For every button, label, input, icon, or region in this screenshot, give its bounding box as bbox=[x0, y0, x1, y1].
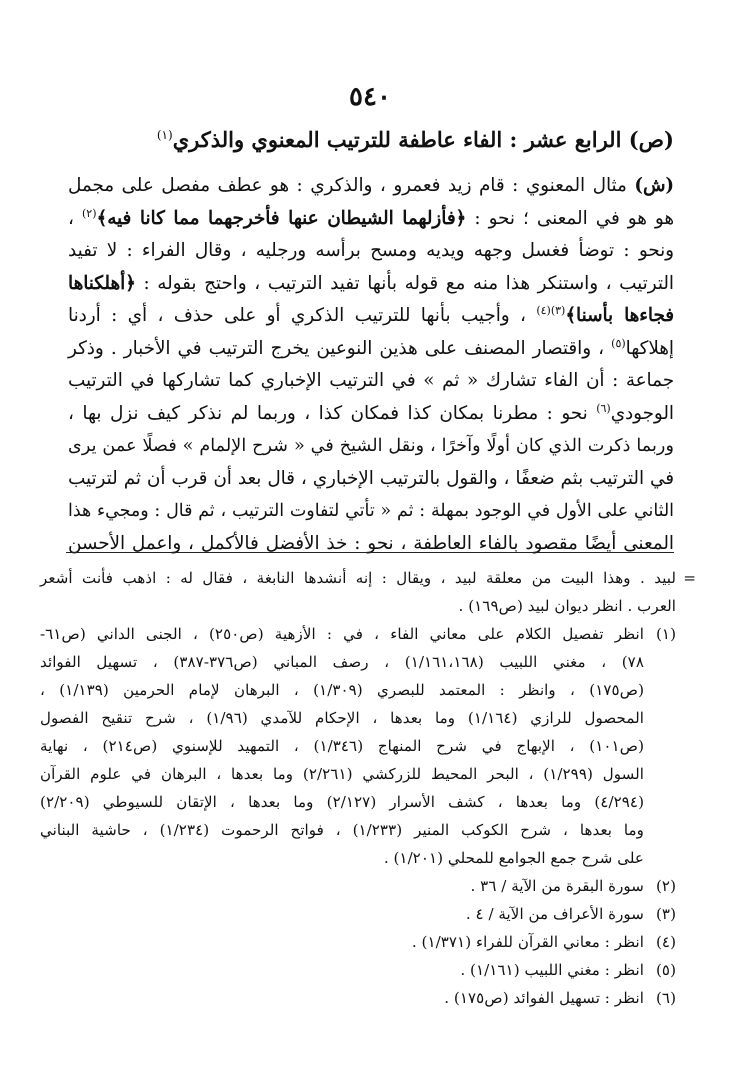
quran-quote: فجاءها بأسنا﴾ bbox=[565, 305, 674, 326]
body-line: المعنى أيضًا مقصود بالفاء العاطفة ، نحو : خذ الأفضل فالأكمل ، واعمل الأحسن bbox=[68, 532, 674, 554]
heading-prefix: (ص) bbox=[628, 127, 674, 152]
body-line: فجاءها بأسنا﴾$^{(٣)(٤)}$ ، وأجيب بأنها للترتيب الذكري أو على حذف ، أي : أردنا bbox=[68, 303, 674, 326]
quran-quote: ﴿فأزلهما الشيطان عنها فأخرجهما مما كانا فيه﴾ bbox=[96, 207, 467, 229]
body-line: ونحو : توضأ فغسل وجهه ويديه ومسح برأسه ورجليه ، وقال الفراء : لا تفيد bbox=[68, 240, 674, 261]
footnote-number: (١) bbox=[655, 625, 676, 643]
footnote-number: (٣) bbox=[655, 905, 676, 923]
footnote-3: (٣) سورة الأعراف من الآية / ٤ . bbox=[40, 900, 676, 928]
footnote-2: (٢) سورة البقرة من الآية / ٣٦ . bbox=[40, 872, 676, 900]
footnote-number: (٦) bbox=[655, 989, 676, 1007]
quran-quote: ﴿أهلكناها bbox=[68, 272, 136, 294]
footnote-separator bbox=[66, 552, 674, 553]
body-line: جماعة : أن الفاء تشارك « ثم » في الترتيب الإخباري كما تشاركها في الترتيب bbox=[68, 370, 674, 391]
body-line: إهلاكها$^{(٥)}$ ، واقتصار المصنف على هذين النوعين يخرج الترتيب في الأخبار . وذكر bbox=[68, 336, 674, 359]
footnote-4: (٤) انظر : معاني القرآن للفراء (١/٣٧١) . bbox=[40, 928, 676, 956]
body-line: في الترتيب بثم ضعفًا ، والقول بالترتيب الإخباري ، قال بعد أن قرب أن ثم لترتيب bbox=[68, 467, 674, 489]
body-line: هو هو في المعنى ؛ نحو : ﴿فأزلهما الشيطان عنها فأخرجهما مما كانا فيه﴾$^{(٢)}$ ، bbox=[68, 206, 674, 229]
body-line: الوجودي$^{(٦)}$ نحو : مطرنا بمكان كذا فمكان كذا ، وربما لم نذكر كيف نزل بها ، bbox=[68, 401, 674, 424]
heading-text: الرابع عشر : الفاء عاطفة للترتيب المعنوي والذكري bbox=[172, 127, 622, 152]
commentary-body bbox=[68, 170, 674, 560]
footnote-1: (١) انظر تفصيل الكلام على معاني الفاء ، في : الأزهية (ص٢٥٠) ، الجنى الداني (ص٦١- ٧٨) ، مغني اللبيب (١/١٦١،١٦٨) ، رصف المباني (ص٣٧٦-٣٨٧) ، تسهيل الفوائد (ص١٧٥) ، وانظر : المعتمد للبصري (١/٣٠٩) ، البرهان لإمام الحرمين (١/١٣٩) ، المحصول للرازي (١/١٦٤) وما بعدها ، الإحكام للآمدي (١/٩٦) ، شرح تنقيح الفصول (ص١٠١) ، الإبهاج في شرح المنهاج (١/٣٤٦) ، التمهيد للإسنوي (ص٢١٤) ، نهاية السول (١/٢٩٩) ، البحر المحيط للزركشي (٢/٢٦١) وما بعدها ، البرهان في علوم القرآن (٤/٢٩٤) وما بعدها ، كشف الأسرار (٢/١٢٧) وما بعدها ، الإتقان للسيوطي (٢/٢٠٩) وما بعدها ، شرح الكوكب المنير (١/٢٣٣) ، فواتح الرحموت (١/٢٣٤) ، حاشية البناني على شرح جمع الجوامع للمحلي (١/٢٠١) . bbox=[40, 620, 676, 872]
footnote-6: (٦) انظر : تسهيل الفوائد (ص١٧٥) . bbox=[40, 984, 676, 1012]
footnote-number: (٥) bbox=[655, 961, 676, 979]
body-line: الثاني على الأول في الوجود بمهلة : ثم « تأتي لتفاوت الترتيب ، ثم قال : ومجيء هذا bbox=[68, 501, 674, 521]
footnote-ref: (٣)(٤) bbox=[536, 303, 566, 317]
sharh-marker: (ش) bbox=[634, 175, 674, 196]
body-line: وربما ذكرت الذي كان أولًا وآخرًا ، ونقل الشيخ في « شرح الإلمام » فصلًا عمن يرى bbox=[68, 436, 674, 456]
footnotes bbox=[40, 564, 696, 1012]
footnote-number: (٢) bbox=[655, 877, 676, 895]
footnote-ref: (٦) bbox=[596, 401, 611, 415]
footnote-ref: (٢) bbox=[81, 206, 97, 220]
continuation-mark: = bbox=[683, 569, 696, 587]
heading-footnote-ref: (١) bbox=[156, 128, 173, 142]
body-line: (ش) مثال المعنوي : قام زيد فعمرو ، والذكري : هو عطف مفصل على مجمل bbox=[68, 175, 674, 196]
page-number: ٥٤٠ bbox=[349, 82, 391, 112]
footnote-number: (٤) bbox=[655, 933, 676, 951]
footnote-5: (٥) انظر : مغني اللبيب (١/١٦١) . bbox=[40, 956, 676, 984]
body-line: الترتيب ، واستنكر هذا منه مع قوله بأنها تفيد الترتيب ، واحتج بقوله : ﴿أهلكناها bbox=[68, 272, 674, 294]
section-heading bbox=[40, 122, 674, 158]
footnote-continuation: = لبيد . وهذا البيت من معلقة لبيد ، ويقال : إنه أنشدها النابغة ، فقال له : اذهب فأنت أشعر العرب . انظر ديوان لبيد (ص١٦٩) . bbox=[40, 564, 676, 620]
footnote-ref: (٥) bbox=[611, 336, 626, 350]
